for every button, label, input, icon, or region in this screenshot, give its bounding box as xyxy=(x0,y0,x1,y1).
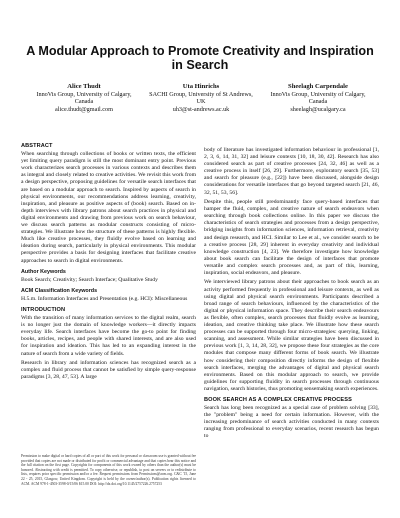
copyright-footnote: Permission to make digital or hard copies of all or part of this work for personal or classroom use is granted without fee provided that copies are not made or distributed for profit or commercial advantage and that copies bear this notice and the full citation on the first page. Copyrights for components of this work owned by others than the author(s) must be honored. Abstracting with credit is permitted. To copy otherwise, or republish, to post on servers or to redistribute to lists, requires prior specific permission and/or a fee. Request permissions from Permissions@acm.org. C&C '15, June 22 - 25, 2015, Glasgow, United Kingdom. Copyright is held by the owner/author(s). Publication rights licensed to ACM. ACM 978-1-4503-3598-0/15/06 $15.00 DOI: http://dx.doi.org/10.1145/2757226.2757253 xyxy=(21,454,196,486)
abstract-section xyxy=(21,143,196,265)
author-block xyxy=(28,83,140,113)
body-paragraph: body of literature has investigated information behaviour in professional [1, 2, 3, 6, 14, 31, 32] and leisure contexts [10, 18, 30, 42]. Research has also considered search as part of creative processes [24, 32, 46] as well as a creative process in itself [26, 29]. Furthermore, exploratory search [35, 53] and search for pleasure (e.g., [22]) have been discussed, alongside design considerations for versatile interfaces that go beyond targeted search [21, 46, 32, 51, 53, 56]. xyxy=(204,147,379,196)
classification-section xyxy=(21,288,196,303)
paper-title: A Modular Approach to Promote Creativity and Inspiration in Search xyxy=(26,44,374,72)
body-paragraph: We interviewed library patrons about their approaches to book search as an activity performed frequently in professional and leisure contexts, as well as using digital and physical search environments. Participants described a broad range of search behaviours, influenced by the characteristics of the digital or physical information space. They describe their search endeavours as flexible, often complex, search processes that fluidly evolve as learning, ideation, and creative thinking take place. We illustrate how these search processes can be supported through four micro-strategies: querying, linking, scanning, and assessment. While similar strategies have been discussed in previous work [1, 3, 14, 28, 32], we propose these four strategies as the core modules that compose many different forms of book search. We illustrate how considering their composition directly informs the design of flexible search interfaces, merging the advantages of digital and physical search environments. Based on this modular approach to search, we provide guidelines for supporting fluidity in search processes through continuous navigation, search histories, thus promoting sensemaking search experiences. xyxy=(204,279,379,392)
author-email: sheelagh@ucalgary.ca xyxy=(290,105,346,113)
classification-text: H.5.m. Information Interfaces and Presentation (e.g. HCI): Miscellaneous xyxy=(21,295,188,302)
author-block xyxy=(262,83,374,113)
keywords-heading: Author Keywords xyxy=(21,268,66,275)
author-name: Sheelagh Carpendale xyxy=(288,83,348,90)
keywords-text: Book Search; Creativity; Search Interface; Qualitative Study xyxy=(21,276,158,283)
classification-heading: ACM Classification Keywords xyxy=(21,287,98,294)
section-paragraph: Search has long been recognized as a special case of problem solving [33], the "problem" being a need for certain information. However, with the increasing predominance of search activities conducted in many contexts ranging from professional to everyday scenarios, recent research has begun to xyxy=(204,405,379,440)
author-email: alice.thudt@gmail.com xyxy=(55,105,113,113)
author-affiliation: SACHI Group, University of St Andrews, UK xyxy=(149,90,253,106)
author-affiliation: InnoVis Group, University of Calgary, Canada xyxy=(36,90,132,106)
introduction-paragraph: Research in library and information sciences has recognized search as a complex and fluid process that cannot be satisfied by simple query-response paradigms [3, 28, 47, 53]. A large xyxy=(21,360,196,381)
author-name: Alice Thudt xyxy=(67,83,101,90)
author-email: uh3@st-andrews.ac.uk xyxy=(172,105,230,113)
author-affiliation: InnoVis Group, University of Calgary, Canada xyxy=(270,90,366,106)
abstract-text: When searching through collections of books or written texts, the efficient yet limiting query paradigm is still the most dominant entry point. Previous work characterizes search processes in various contexts and describes them as integral and closely related to creative activities. We revisit this work from a design perspective, proposing guidelines for versatile search interfaces that are based on a modular approach to search. Inspired by aspects of search in physical environments, our recommendations address learning, creativity, inspiration, and pleasure as positive aspects of (book) search. Based on in-depth interviews with library patrons about search practices in physical and digital environments and drawing from previous work on search behaviour, we discuss search patterns as modular constructs consisting of micro-strategies. We illustrate how the structure of these patterns is highly flexible. Much like creative processes, they fluidly evolve based on learning and ideation during search, particularly in physical environments. This modular perspective provides a basis for designing interfaces that facilitate creative approaches to search in digital environments. xyxy=(21,151,196,264)
body-paragraph: Despite this, people still predominantly face query-based interfaces that hamper the fluid, complex, and creative nature of search endeavors when searching through book collections online. In this paper we discuss the characteristics of search strategies and processes from a design perspective, bridging insights from information sciences, information retrieval, creativity and design research, and HCI. Similar to Lee et al., we consider search to be a creative process [28, 29] inherent in everyday creativity and individual knowledge construction [4, 23]. We therefore investigate how knowledge about book search can facilitate the design of interfaces that promote versatile and complex search processes and, as part of this, learning, inspiration, social endeavors, and pleasure. xyxy=(204,199,379,276)
abstract-heading: ABSTRACT xyxy=(21,143,53,149)
author-name: Uta Hinrichs xyxy=(182,83,220,90)
author-list xyxy=(28,83,374,113)
keywords-section xyxy=(21,269,196,284)
introduction-paragraph: With the transition of many information services to the digital realm, search is no longer just the domain of knowledge workers—it directly impacts everyday life. Search interfaces have become the go-to point for finding books, articles, recipes, and people with shared interests, and are also used for inspiration and ideation. This has led to an expanding interest in the nature of search from a wide variety of fields. xyxy=(21,315,196,357)
section-heading: BOOK SEARCH AS A COMPLEX CREATIVE PROCESS xyxy=(204,396,352,403)
left-column xyxy=(21,143,196,385)
author-block xyxy=(145,83,257,113)
introduction-section xyxy=(21,307,196,381)
introduction-heading: INTRODUCTION xyxy=(21,306,66,313)
right-column xyxy=(204,147,379,443)
